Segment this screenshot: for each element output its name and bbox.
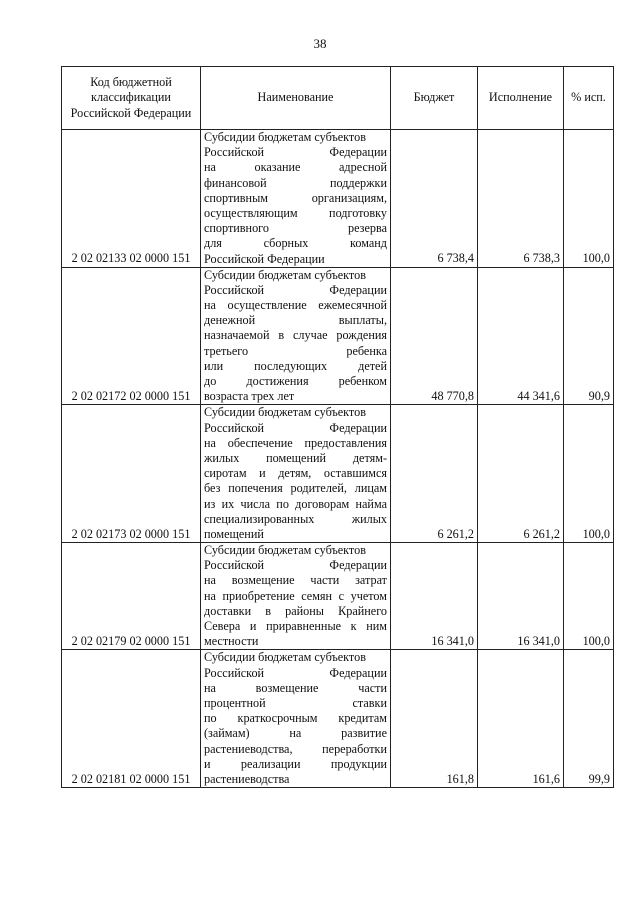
row-name-line: Российской Федерации xyxy=(204,420,387,435)
row-name-line: сиротам и детям, оставшимся xyxy=(204,466,387,481)
row-name-line: Субсидии бюджетам субъектов xyxy=(204,405,366,420)
row-execution: 16 341,0 xyxy=(478,543,564,650)
row-name-line: финансовой поддержки xyxy=(204,175,387,190)
row-name-line: спортивным организациям, xyxy=(204,190,387,205)
row-name-line: Субсидии бюджетам субъектов xyxy=(204,543,366,558)
row-name-line: назначаемой в случае рождения xyxy=(204,328,387,343)
row-name-line: для сборных команд xyxy=(204,236,387,251)
row-execution: 161,6 xyxy=(478,650,564,788)
header-code: Код бюджетной классификации Российской Федерации xyxy=(62,67,201,130)
header-percent: % исп. xyxy=(564,67,614,130)
row-name-line: специализированных жилых xyxy=(204,511,387,526)
row-name-line: из их числа по договорам найма xyxy=(204,496,387,511)
row-name-line: Российской Федерации xyxy=(204,282,387,297)
row-name xyxy=(201,130,391,268)
table-row xyxy=(62,650,614,788)
row-name-line: возраста трех лет xyxy=(204,389,295,404)
header-name: Наименование xyxy=(201,67,391,130)
row-execution: 44 341,6 xyxy=(478,267,564,405)
row-name-line: Субсидии бюджетам субъектов xyxy=(204,650,366,665)
row-name-line: (займам) на развитие xyxy=(204,726,387,741)
row-name-line: третьего ребенка xyxy=(204,343,387,358)
row-name-line: осуществляющим подготовку xyxy=(204,205,387,220)
row-name-line: или последующих детей xyxy=(204,358,387,373)
row-name-line: помещений xyxy=(204,526,264,541)
row-percent: 90,9 xyxy=(564,267,614,405)
row-name-line: Российской Федерации xyxy=(204,665,387,680)
row-code: 2 02 02172 02 0000 151 xyxy=(62,267,201,405)
table-row xyxy=(62,405,614,543)
row-name-line: без попечения родителей, лицам xyxy=(204,481,387,496)
row-budget: 161,8 xyxy=(391,650,478,788)
row-name-line: Российской Федерации xyxy=(204,145,387,160)
row-budget: 16 341,0 xyxy=(391,543,478,650)
row-execution: 6 261,2 xyxy=(478,405,564,543)
row-percent: 100,0 xyxy=(564,543,614,650)
row-code: 2 02 02179 02 0000 151 xyxy=(62,543,201,650)
table-row xyxy=(62,130,614,268)
header-budget: Бюджет xyxy=(391,67,478,130)
row-percent: 100,0 xyxy=(564,130,614,268)
row-name-line: растениеводства, переработки xyxy=(204,741,387,756)
row-name-line: по краткосрочным кредитам xyxy=(204,711,387,726)
row-name-line: жилых помещений детям- xyxy=(204,450,387,465)
row-name xyxy=(201,543,391,650)
row-name-line: доставки в районы Крайнего xyxy=(204,603,387,618)
row-name-line: Российской Федерации xyxy=(204,558,387,573)
row-execution: 6 738,3 xyxy=(478,130,564,268)
table-row xyxy=(62,543,614,650)
row-budget: 6 261,2 xyxy=(391,405,478,543)
page-number: 38 xyxy=(313,36,327,51)
row-code: 2 02 02133 02 0000 151 xyxy=(62,130,201,268)
row-name-line: на возмещение части затрат xyxy=(204,573,387,588)
row-name-line: денежной выплаты, xyxy=(204,313,387,328)
header-execution: Исполнение xyxy=(478,67,564,130)
row-name-line: Российской Федерации xyxy=(204,251,325,266)
table-header-row xyxy=(62,67,614,130)
row-name-line: на осуществление ежемесячной xyxy=(204,298,387,313)
row-percent: 99,9 xyxy=(564,650,614,788)
row-name-line: до достижения ребенком xyxy=(204,374,387,388)
table-body xyxy=(62,130,614,788)
row-name-line: Субсидии бюджетам субъектов xyxy=(204,267,366,282)
table-row xyxy=(62,267,614,405)
row-budget: 48 770,8 xyxy=(391,267,478,405)
row-name-line: Севера и приравненные к ним xyxy=(204,619,387,633)
row-name-line: на обеспечение предоставления xyxy=(204,435,387,450)
row-name-line: на оказание адресной xyxy=(204,160,387,175)
row-name-line: Субсидии бюджетам субъектов xyxy=(204,130,366,144)
row-name-line: на приобретение семян с учетом xyxy=(204,588,387,603)
row-name xyxy=(201,650,391,788)
row-name-line: местности xyxy=(204,634,259,649)
row-name-line: спортивного резерва xyxy=(204,221,387,236)
row-name-line: и реализации продукции xyxy=(204,756,387,771)
budget-execution-table xyxy=(61,66,614,788)
row-name-line: на возмещение части xyxy=(204,680,387,695)
row-code: 2 02 02173 02 0000 151 xyxy=(62,405,201,543)
row-name xyxy=(201,267,391,405)
row-name-line: растениеводства xyxy=(204,771,290,786)
row-name xyxy=(201,405,391,543)
row-budget: 6 738,4 xyxy=(391,130,478,268)
row-percent: 100,0 xyxy=(564,405,614,543)
row-code: 2 02 02181 02 0000 151 xyxy=(62,650,201,788)
row-name-line: процентной ставки xyxy=(204,695,387,710)
